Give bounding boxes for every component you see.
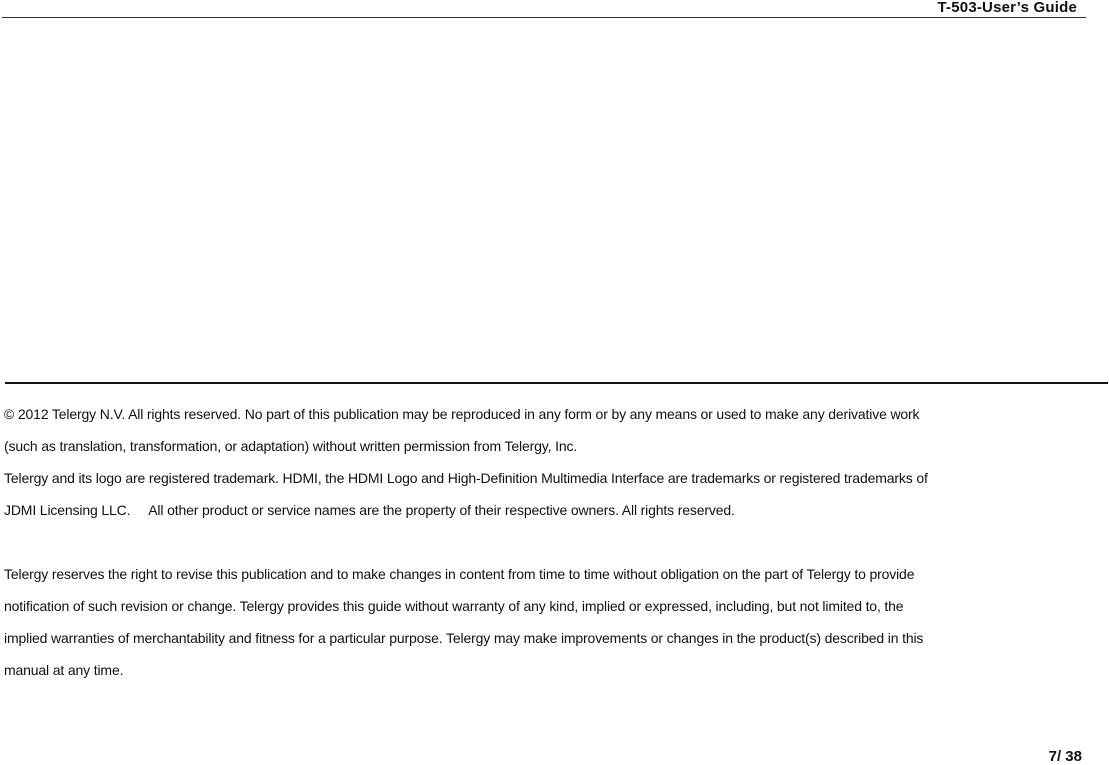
legal-line-disclaimer-cont-1: notification of such revision or change. Telergy provides this guide without warranty of any kind, implied or expressed, including, but not limited to, the bbox=[4, 598, 904, 614]
paragraph-gap bbox=[4, 526, 1099, 558]
page-number: 7/ 38 bbox=[1048, 748, 1082, 765]
legal-line-disclaimer-cont-3: manual at any time. bbox=[4, 662, 124, 678]
legal-notice bbox=[4, 398, 1099, 686]
document-header-title: T-503-User’s Guide bbox=[937, 0, 1077, 16]
legal-line-trademark-cont: JDMI Licensing LLC. All other product or service names are the property of their respective owners. All rights reserved. bbox=[4, 502, 735, 518]
legal-line-disclaimer: Telergy reserves the right to revise this publication and to make changes in content from time to time without obligation on the part of Telergy to provide bbox=[4, 566, 915, 582]
legal-line-copyright: © 2012 Telergy N.V. All rights reserved. No part of this publication may be reproduced in any form or by any means or used to make any derivative work bbox=[4, 406, 920, 422]
legal-line-disclaimer-cont-2: implied warranties of merchantability and fitness for a particular purpose. Telergy may make improvements or changes in the product(s) described in this bbox=[4, 630, 924, 646]
legal-section-divider bbox=[5, 382, 1108, 384]
legal-line-copyright-cont: (such as translation, transformation, or adaptation) without written permission from Telergy, Inc. bbox=[4, 438, 578, 454]
header-divider bbox=[2, 17, 1086, 18]
legal-line-trademark: Telergy and its logo are registered trademark. HDMI, the HDMI Logo and High-Definition Multimedia Interface are trademarks or registered trademarks of bbox=[4, 470, 928, 486]
